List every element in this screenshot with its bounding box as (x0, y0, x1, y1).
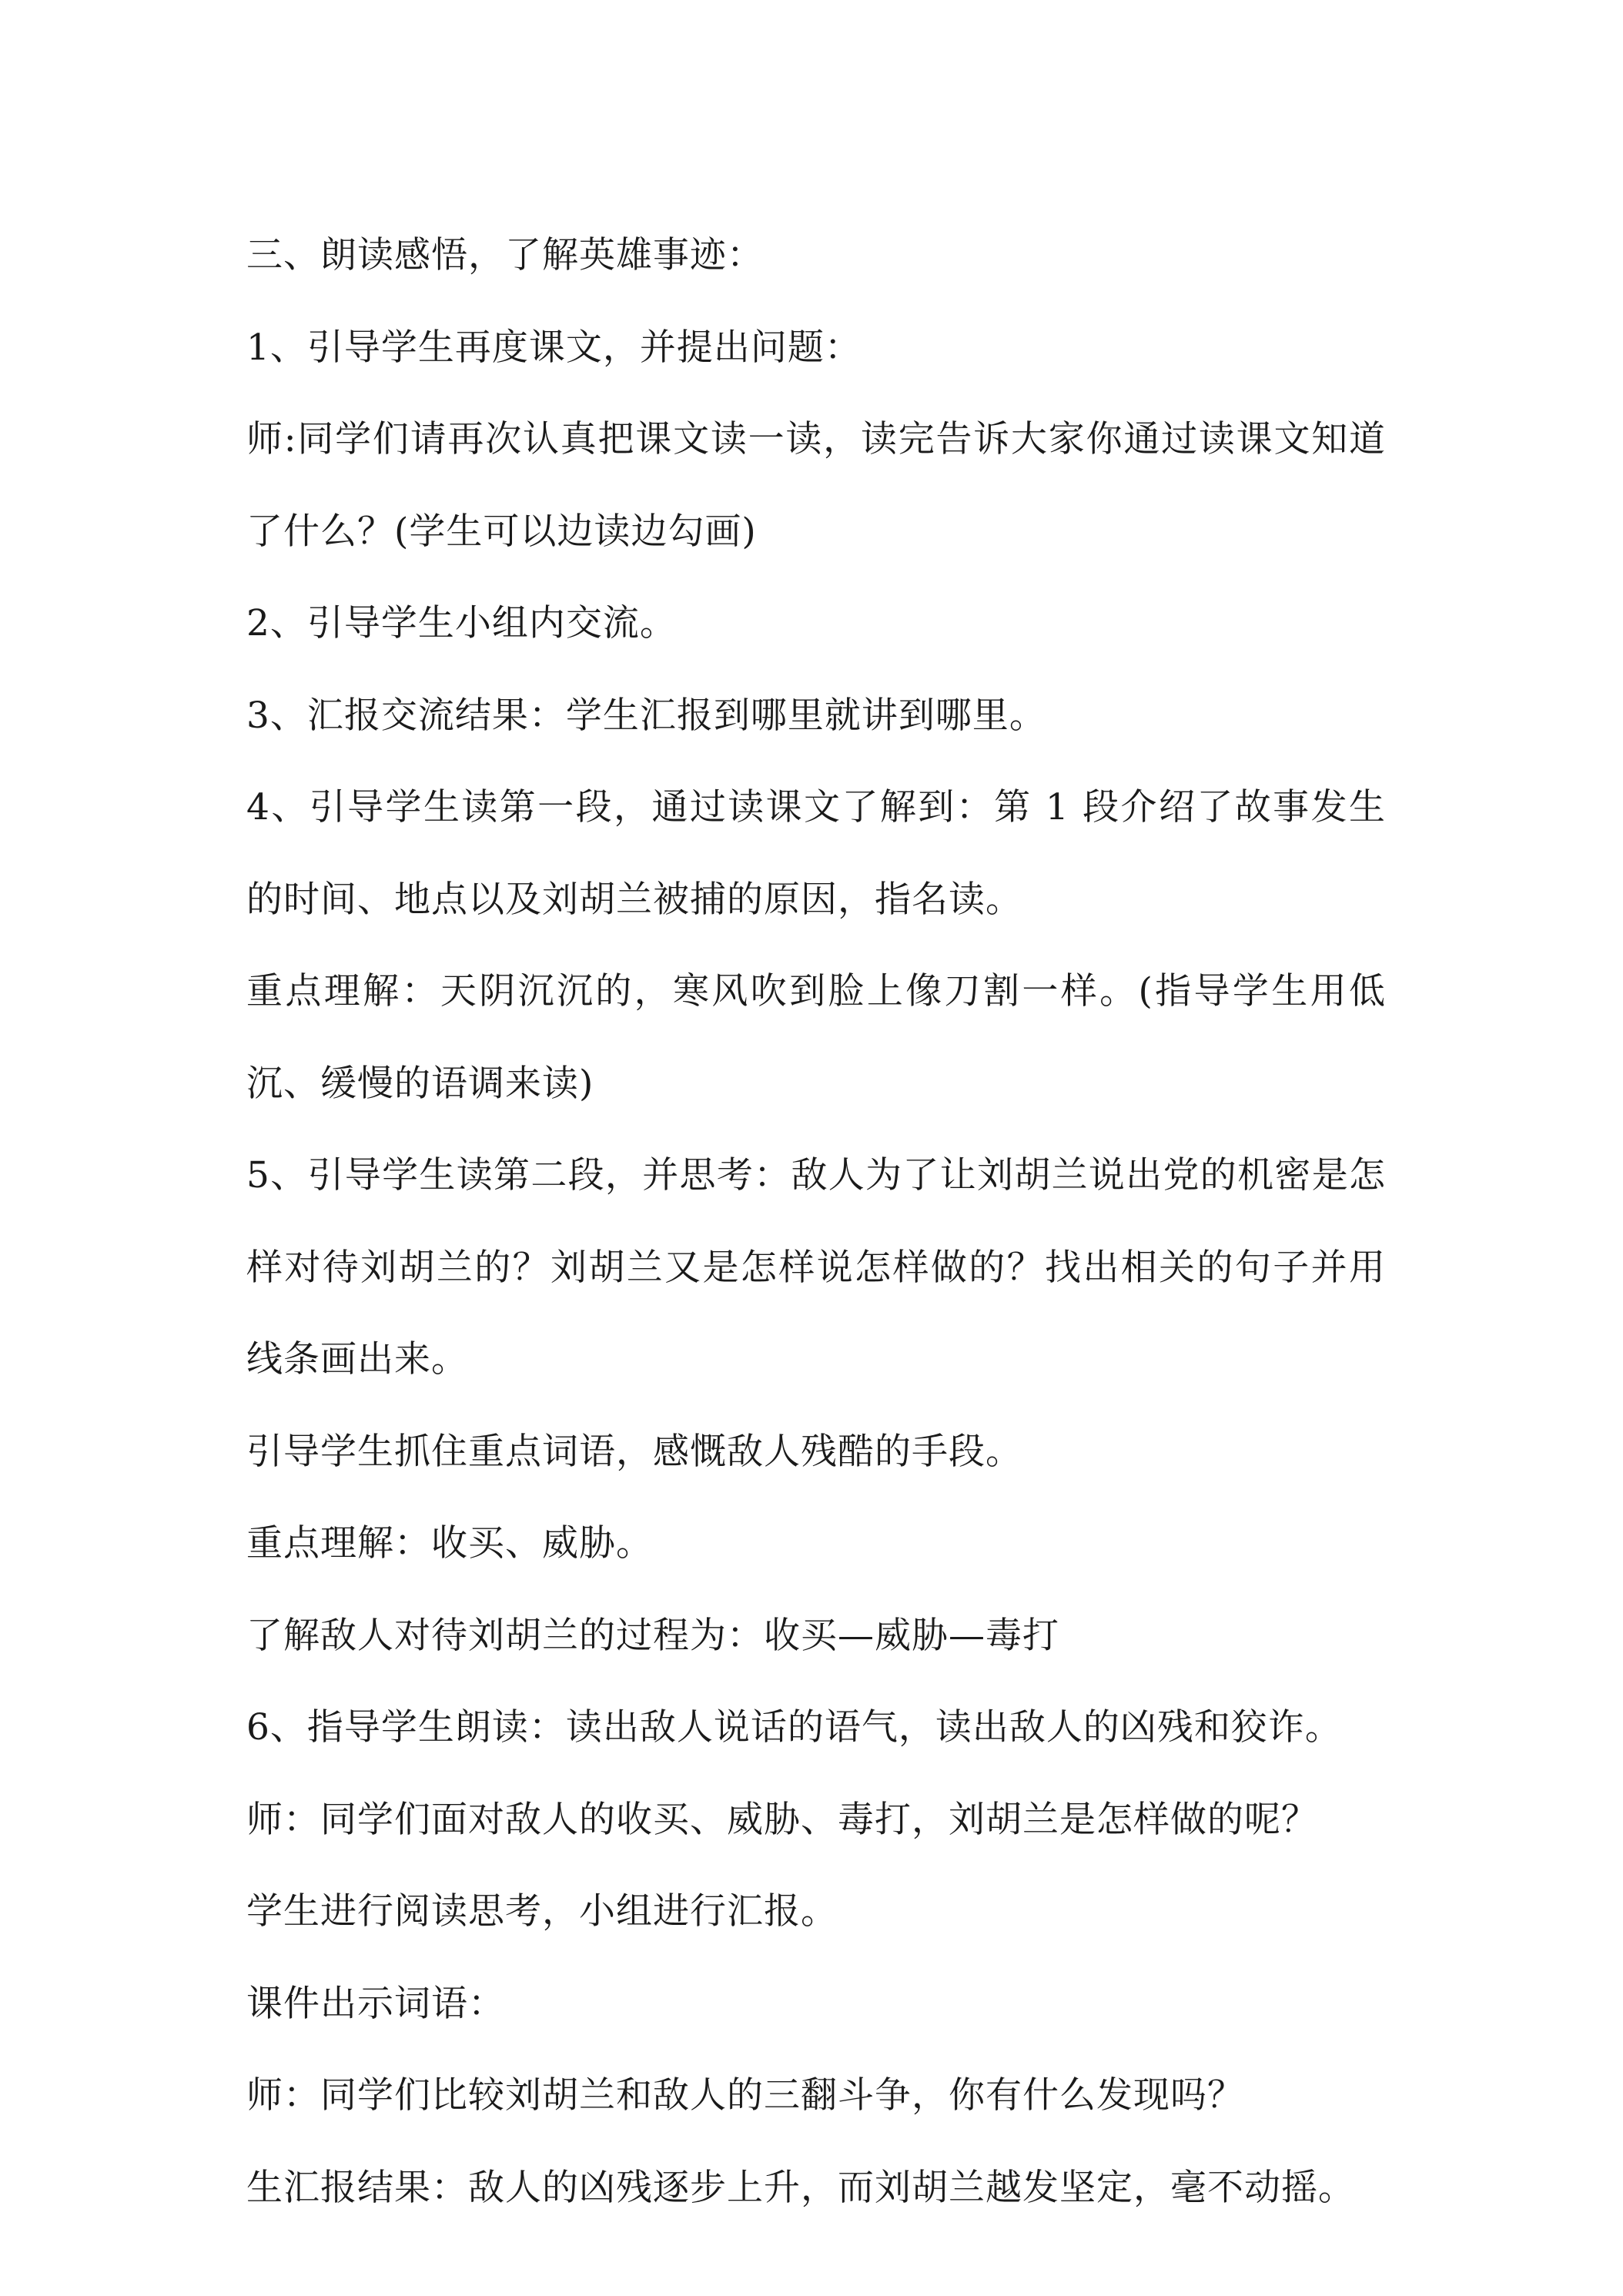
courseware-paragraph: 课件出示词语： (246, 1982, 505, 2025)
key-understanding-paragraph: 重点理解：收买、威胁。 (246, 1522, 653, 1565)
step-4-paragraph: 4、引导学生读第一段，通过读课文了解到：第 1 段介绍了故事发生的时间、地点以及刘胡兰被捕的原因，指名读。 (246, 786, 1386, 921)
key-understanding-paragraph: 重点理解：天阴沉沉的，寒风吹到脸上像刀割一样。(指导学生用低沉、缓慢的语调来读) (246, 970, 1386, 1105)
document-body (246, 209, 1386, 2234)
step-5-paragraph: 5、引导学生读第二段，并思考：敌人为了让刘胡兰说出党的机密是怎样对待刘胡兰的？刘胡兰又是怎样说怎样做的？找出相关的句子并用线条画出来。 (246, 1154, 1386, 1381)
teacher-question-paragraph: 师：同学们面对敌人的收买、威胁、毒打，刘胡兰是怎样做的呢？ (246, 1798, 1318, 1841)
step-1-paragraph: 1、引导学生再度课文，并提出问题： (246, 326, 862, 369)
step-2-paragraph: 2、引导学生小组内交流。 (246, 602, 677, 644)
teacher-comparison-paragraph: 师：同学们比较刘胡兰和敌人的三翻斗争，你有什么发现吗？ (246, 2074, 1244, 2117)
student-activity-paragraph: 学生进行阅读思考，小组进行汇报。 (246, 1890, 838, 1933)
step-6-paragraph: 6、指导学生朗读：读出敌人说话的语气，读出敌人的凶残和狡诈。 (246, 1706, 1342, 1749)
guidance-paragraph: 引导学生抓住重点词语，感慨敌人残酷的手段。 (246, 1430, 1022, 1473)
process-paragraph: 了解敌人对待刘胡兰的过程为：收买—威胁—毒打 (246, 1614, 1059, 1657)
student-report-paragraph: 生汇报结果：敌人的凶残逐步上升，而刘胡兰越发坚定，毫不动摇。 (246, 2166, 1355, 2209)
section-heading: 三、朗读感悟，了解英雄事迹： (246, 234, 764, 276)
teacher-prompt-paragraph: 师:同学们请再次认真把课文读一读，读完告诉大家你通过读课文知道了什么？(学生可以边读边勾画) (246, 418, 1386, 553)
step-3-paragraph: 3、汇报交流结果：学生汇报到哪里就讲到哪里。 (246, 694, 1046, 737)
